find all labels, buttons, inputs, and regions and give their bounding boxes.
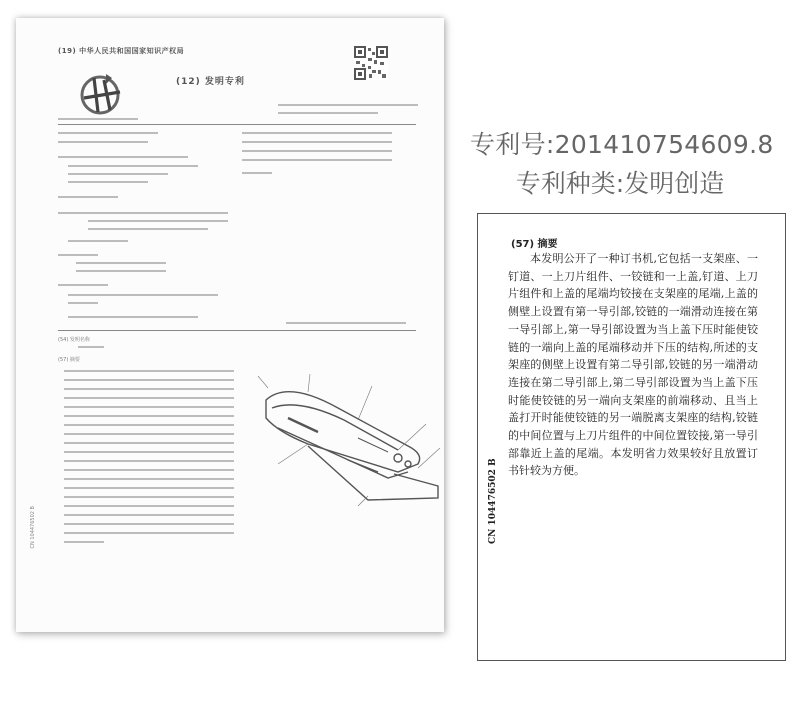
patent-office-name: (19) 中华人民共和国国家知识产权局: [58, 47, 185, 55]
abstract-text: 本发明公开了一种订书机,它包括一支架座、一钉道、一上刀片组件、一铰链和一上盖,钉道、上刀片组件和上盖的尾端均铰接在支架座的尾端,上盖的侧壁上设置有第一导引部,铰链的一端滑动连接在第一导引部上,第一导引部设置为当上盖下压时能使铰链的一端向上盖的尾端移动并下压的结构,所述的支架座的侧壁上设置有第二导引部,铰链的另一端滑动连接在第二导引部上,第二导引部设置为当上盖下压时能使铰链的另一端向支架座的前端移动、且当上盖打开时能使铰链的另一端脱离支架座的结构,铰链的中间位置与上刀片组件的中间位置铰接,第一导引部靠近上盖的尾端。本发明省力效果较好且放置订书针较为方便。: [508, 252, 758, 478]
patent-number: 专利号:201410754609.8: [470, 130, 774, 159]
invention-title-label: (54) 发明名称: [58, 337, 90, 343]
stapler-drawing: [248, 368, 444, 508]
header-rule: [58, 124, 416, 125]
abstract-panel: [477, 213, 786, 661]
patent-document-page: [16, 18, 444, 632]
section-rule: [58, 330, 416, 331]
patent-office-logo: [76, 70, 132, 120]
abstract-heading: (57) 摘要: [511, 239, 558, 250]
patent-type: 专利种类:发明创造: [515, 169, 725, 198]
patent-kind-title: (12) 发明专利: [176, 77, 245, 87]
abstract-label: (57) 摘要: [58, 357, 80, 363]
side-patent-code: CN 104476502 B: [30, 506, 36, 549]
publication-number: CN 104476502 B: [488, 458, 498, 544]
qr-code-icon: [354, 46, 388, 80]
